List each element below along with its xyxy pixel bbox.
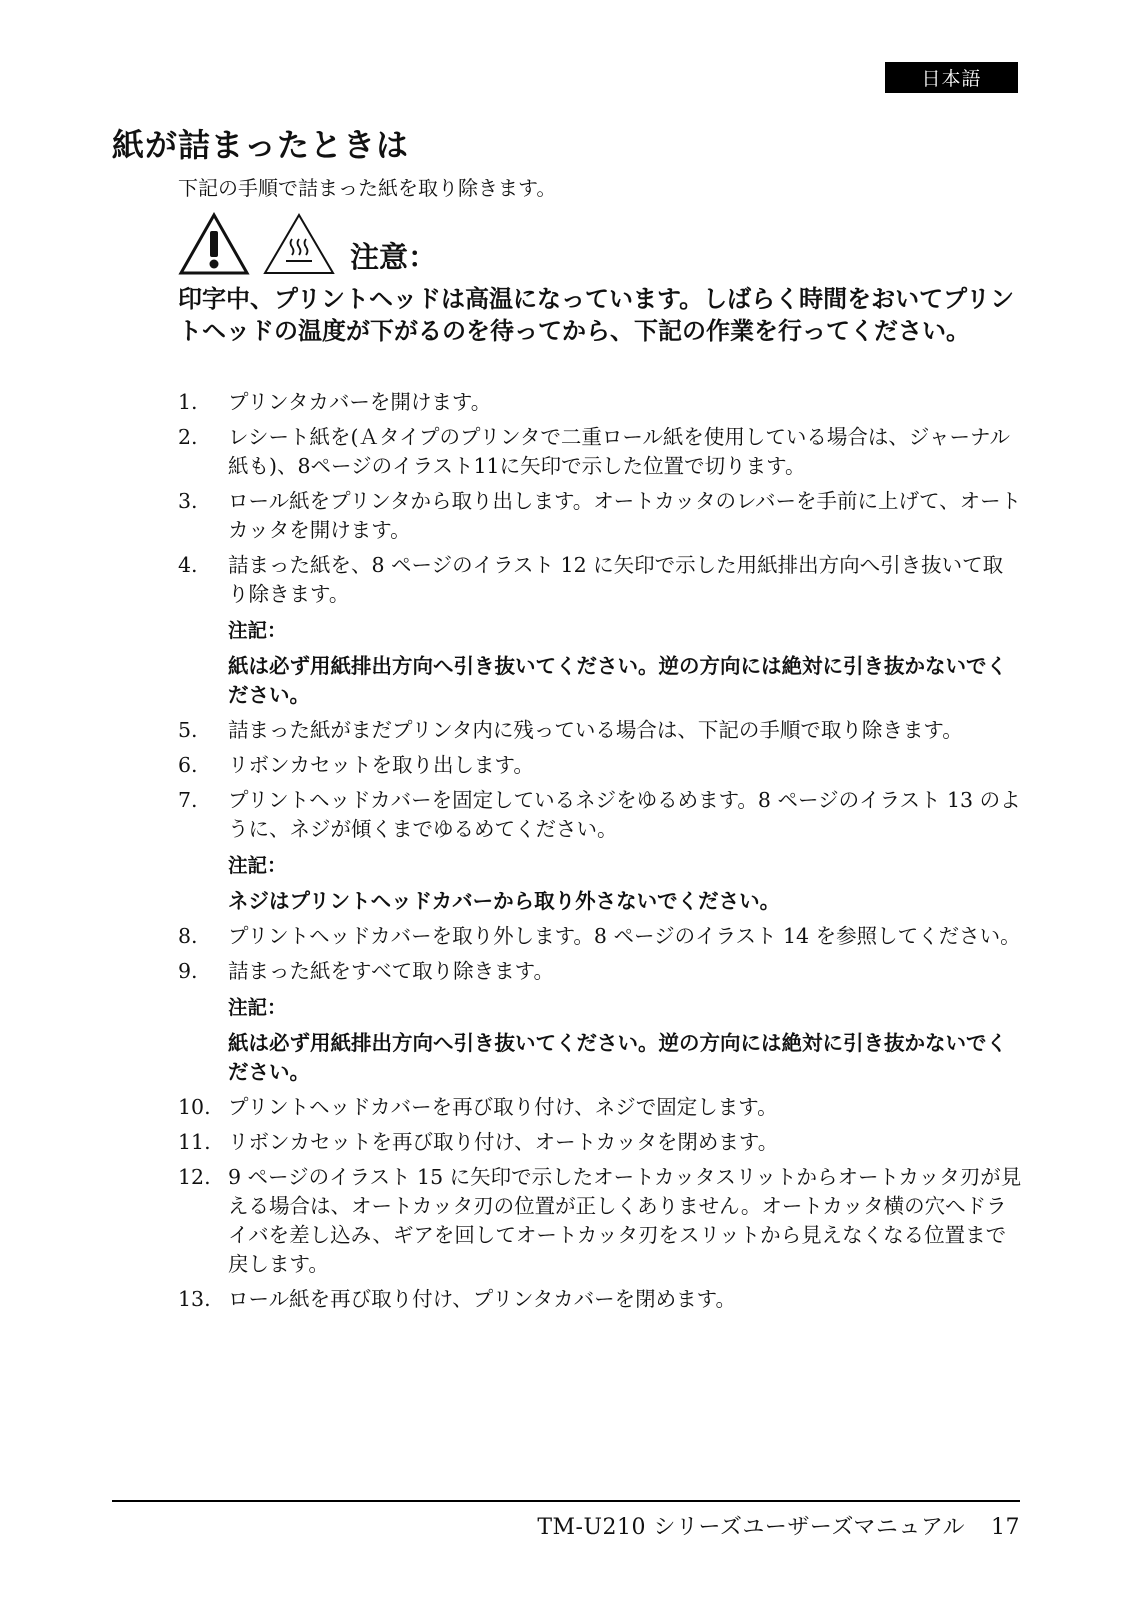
step-text: プリントヘッドカバーを再び取り付け、ネジで固定します。 bbox=[228, 1095, 778, 1119]
intro-text: 下記の手順で詰まった紙を取り除きます。 bbox=[178, 176, 557, 200]
step-number: 11. bbox=[178, 1130, 211, 1154]
step-item bbox=[178, 487, 1023, 545]
step-number: 4. bbox=[178, 553, 198, 577]
step-text: 詰まった紙を、8 ページのイラスト 12 に矢印で示した用紙排出方向へ引き抜いて取り除きます。 bbox=[228, 553, 1004, 606]
step-text: 9 ページのイラスト 15 に矢印で示したオートカッタスリットからオートカッタ刃が見える場合は、オートカッタ刃の位置が正しくありません。オートカッタ横の穴へドライバを差し込み、ギアを回してオートカッタ刃をスリットから見えなくなる位置まで戻します。 bbox=[228, 1165, 1022, 1276]
step-item bbox=[178, 957, 1023, 1087]
note-text: 紙は必ず用紙排出方向へ引き抜いてください。逆の方向には絶対に引き抜かないでください。 bbox=[228, 654, 1007, 707]
step-text: レシート紙を(Ａタイプのプリンタで二重ロール紙を使用している場合は、ジャーナル紙も)、8ページのイラスト11に矢印で示した位置で切ります。 bbox=[228, 425, 1010, 478]
step-text: リボンカセットを再び取り付け、オートカッタを閉めます。 bbox=[228, 1130, 779, 1154]
step-item bbox=[178, 423, 1023, 481]
step-number: 6. bbox=[178, 753, 198, 777]
step-number: 1. bbox=[178, 390, 198, 414]
step-number: 2. bbox=[178, 425, 198, 449]
step-number: 8. bbox=[178, 924, 198, 948]
step-item bbox=[178, 1093, 1023, 1122]
step-item bbox=[178, 1285, 1023, 1314]
step-number: 13. bbox=[178, 1287, 211, 1311]
manual-title: TM-U210 シリーズユーザーズマニュアル bbox=[537, 1515, 965, 1540]
step-text: 詰まった紙をすべて取り除きます。 bbox=[228, 959, 554, 983]
step-item bbox=[178, 388, 1023, 417]
note-text: 紙は必ず用紙排出方向へ引き抜いてください。逆の方向には絶対に引き抜かないでください。 bbox=[228, 1031, 1007, 1084]
note-title: 注記： bbox=[228, 996, 287, 1019]
step-item bbox=[178, 751, 1023, 780]
step-item bbox=[178, 1128, 1023, 1157]
step-text: ロール紙を再び取り付け、プリンタカバーを閉めます。 bbox=[228, 1287, 736, 1311]
note-title: 注記： bbox=[228, 854, 287, 877]
step-number: 10. bbox=[178, 1095, 211, 1119]
warning-icon bbox=[178, 212, 250, 276]
step-number: 5. bbox=[178, 718, 198, 742]
caution-header bbox=[178, 210, 437, 276]
step-number: 12. bbox=[178, 1165, 211, 1189]
page-title: 紙が詰まったときは bbox=[112, 126, 410, 164]
step-number: 7. bbox=[178, 788, 198, 812]
note-title: 注記： bbox=[228, 619, 287, 642]
step-item bbox=[178, 786, 1023, 916]
step-text: ロール紙をプリンタから取り出します。オートカッタのレバーを手前に上げて、オートカッタを開けます。 bbox=[228, 489, 1022, 542]
step-item bbox=[178, 716, 1023, 745]
step-text: プリンタカバーを開けます。 bbox=[228, 390, 492, 414]
step-item bbox=[178, 1163, 1023, 1279]
caution-label: 注意： bbox=[350, 240, 438, 274]
page-footer bbox=[537, 1510, 1020, 1541]
step-text: 詰まった紙がまだプリンタ内に残っている場合は、下記の手順で取り除きます。 bbox=[228, 718, 963, 742]
step-text: プリントヘッドカバーを取り外します。8 ページのイラスト 14 を参照してください。 bbox=[228, 924, 1021, 948]
hot-surface-icon bbox=[262, 212, 336, 276]
note-text: ネジはプリントヘッドカバーから取り外さないでください。 bbox=[228, 889, 781, 913]
step-item bbox=[178, 551, 1023, 710]
step-item bbox=[178, 922, 1023, 951]
caution-text: 印字中、プリントヘッドは高温になっています。しばらく時間をおいてプリントヘッドの温度が下がるのを待ってから、下記の作業を行ってください。 bbox=[178, 285, 1015, 345]
procedure-steps bbox=[178, 388, 1023, 1320]
step-text: プリントヘッドカバーを固定しているネジをゆるめます。8 ページのイラスト 13 のように、ネジが傾くまでゆるめてください。 bbox=[228, 788, 1021, 841]
step-text: リボンカセットを取り出します。 bbox=[228, 753, 534, 777]
page-number: 17 bbox=[991, 1515, 1020, 1540]
footer-divider bbox=[112, 1500, 1020, 1502]
step-number: 9. bbox=[178, 959, 198, 983]
language-tab: 日本語 bbox=[885, 62, 1018, 93]
step-number: 3. bbox=[178, 489, 198, 513]
